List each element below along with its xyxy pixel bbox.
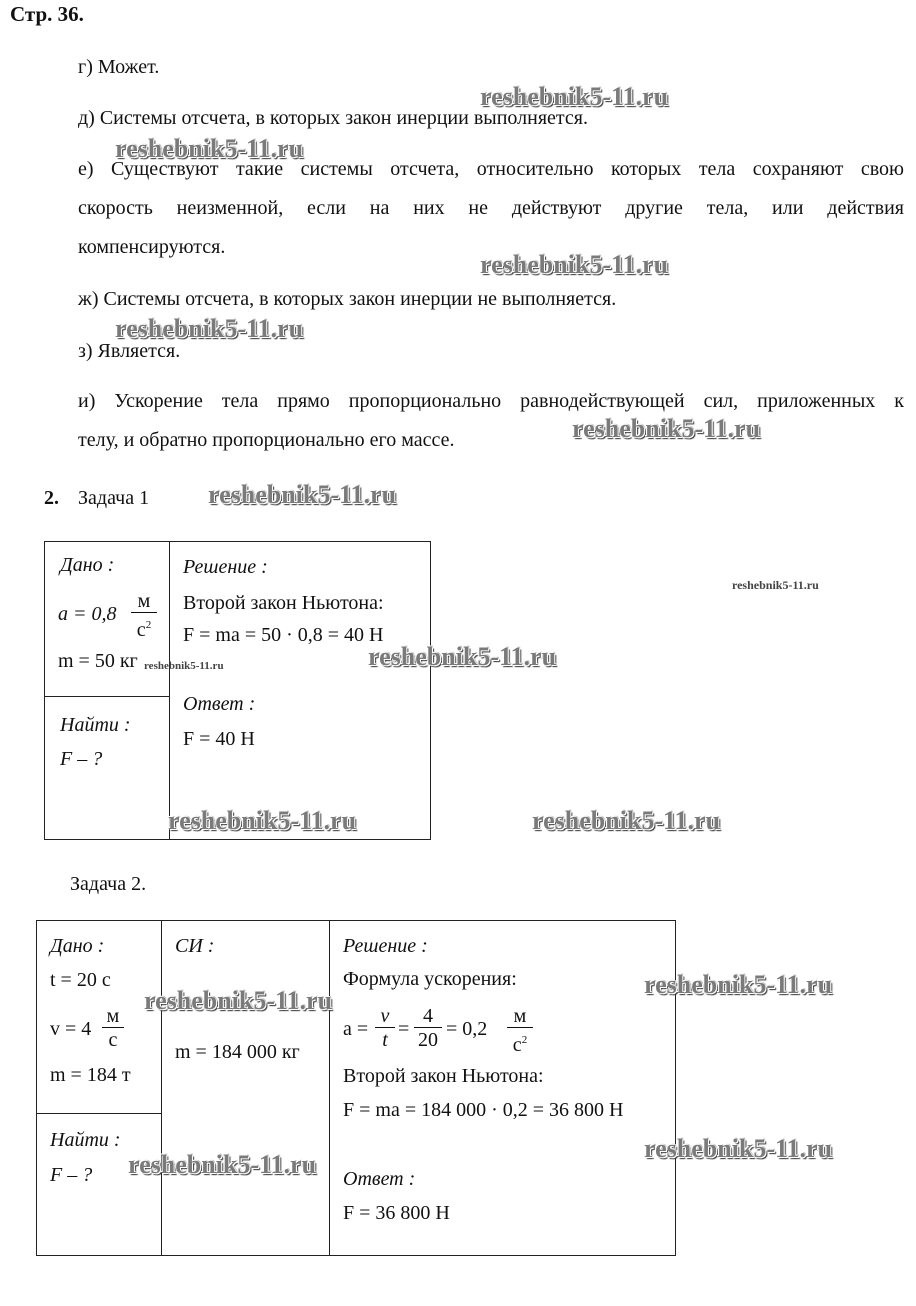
task1-divider-h — [44, 696, 170, 697]
task2-frac-v: v — [375, 1005, 395, 1028]
answer-i — [78, 382, 904, 460]
task1-title: Задача 1 — [78, 487, 150, 509]
task1-formula: F = ma = 50 · 0,8 = 40 Н — [183, 624, 384, 646]
task2-given-label: Дано : — [50, 935, 105, 957]
watermark-2: reshebnik5-11.ru — [115, 134, 304, 163]
answer-g-text: г) Может. — [78, 56, 160, 78]
task1-given-label: Дано : — [60, 554, 115, 576]
watermark-3: reshebnik5-11.ru — [480, 250, 669, 279]
task1-table — [44, 541, 431, 840]
task1-law: Второй закон Ньютона: — [183, 592, 384, 614]
answer-e-line-1: е) Существуют такие системы отсчета, относительно которых тела сохраняют свою — [78, 158, 904, 180]
watermark-13: reshebnik5-11.ru — [644, 1134, 833, 1163]
watermark-6: reshebnik5-11.ru — [208, 480, 397, 509]
task2-solution-label: Решение : — [343, 935, 428, 957]
watermark-small-2: reshebnik5-11.ru — [144, 660, 224, 672]
page-title: Стр. 36. — [10, 2, 84, 26]
task1-a-unit — [131, 590, 157, 642]
task2-given-m: m = 184 т — [50, 1064, 131, 1086]
answer-zh-text: ж) Системы отсчета, в которых закон инерции не выполняется. — [78, 288, 617, 310]
task2-divider-v1 — [161, 920, 162, 1256]
answer-z-text: з) Является. — [78, 340, 181, 362]
task2-formula: F = ma = 184 000 · 0,2 = 36 800 Н — [343, 1099, 624, 1121]
task2-frac-20: 20 — [418, 1029, 438, 1051]
task2-a-unit-den: с — [512, 1034, 522, 1056]
task2-find: F – ? — [50, 1164, 93, 1186]
task2-law: Второй закон Ньютона: — [343, 1065, 544, 1087]
task2-a-unit-num: м — [507, 1005, 533, 1028]
watermark-7: reshebnik5-11.ru — [368, 642, 557, 671]
task2-divider-h — [36, 1113, 162, 1114]
task2-title: Задача 2. — [70, 873, 147, 895]
watermark-small-1: reshebnik5-11.ru — [732, 578, 819, 592]
task2-answer-label: Ответ : — [343, 1168, 416, 1190]
task2-given-v: v = 4 — [50, 1018, 92, 1040]
task1-a-unit-exp: 2 — [145, 619, 152, 631]
task2-accel-result: = 0,2 — [446, 1018, 488, 1040]
task1-find: F – ? — [60, 748, 103, 770]
answer-d-text: д) Системы отсчета, в которых закон инерции выполняется. — [78, 107, 588, 129]
task2-frac-4: 4 — [414, 1005, 442, 1028]
watermark-5: reshebnik5-11.ru — [572, 414, 761, 443]
task1-find-label: Найти : — [60, 714, 131, 736]
task2-si-label: СИ : — [175, 935, 215, 957]
watermark-1: reshebnik5-11.ru — [480, 82, 669, 111]
watermark-10: reshebnik5-11.ru — [144, 986, 333, 1015]
task2-v-unit-den: с — [108, 1029, 118, 1051]
task2-find-label: Найти : — [50, 1129, 121, 1151]
task2-frac-t: t — [382, 1029, 388, 1051]
task2-v-unit-num: м — [102, 1005, 124, 1028]
task1-answer: F = 40 Н — [183, 728, 255, 750]
task2-eq1: = — [398, 1018, 410, 1040]
task2-si-m: m = 184 000 кг — [175, 1041, 300, 1063]
task2-frac-4-20 — [414, 1005, 442, 1052]
task1-a-unit-num: м — [131, 590, 157, 613]
task1-given-a: a = 0,8 — [58, 603, 117, 625]
task2-answer: F = 36 800 Н — [343, 1202, 450, 1224]
task1-answer-label: Ответ : — [183, 693, 256, 715]
task1-divider-v — [169, 541, 170, 840]
task2-a-unit-exp: 2 — [521, 1034, 528, 1046]
task1-solution-label: Решение : — [183, 556, 268, 578]
task2-frac-vt — [375, 1005, 395, 1052]
section-number: 2. — [44, 487, 59, 509]
answer-e-line-2: скорость неизменной, если на них не действуют другие тела, или действия — [78, 197, 904, 219]
watermark-11: reshebnik5-11.ru — [644, 970, 833, 999]
task2-a-unit — [507, 1005, 533, 1057]
task1-a-unit-den: с — [136, 619, 146, 641]
task2-accel-label: Формула ускорения: — [343, 968, 517, 990]
task2-divider-v2 — [329, 920, 330, 1256]
task2-accel-lhs: a = — [343, 1018, 369, 1040]
watermark-4: reshebnik5-11.ru — [115, 314, 304, 343]
task2-given-t: t = 20 с — [50, 969, 111, 991]
watermark-12: reshebnik5-11.ru — [128, 1150, 317, 1179]
task2-v-unit — [102, 1005, 124, 1052]
answer-i-line-1: и) Ускорение тела прямо пропорционально равнодействующей сил, приложенных к — [78, 390, 904, 412]
answer-i-line-2: телу, и обратно пропорционально его массе. — [78, 429, 455, 451]
watermark-9: reshebnik5-11.ru — [532, 806, 721, 835]
watermark-8: reshebnik5-11.ru — [168, 806, 357, 835]
answer-e-line-3: компенсируются. — [78, 236, 226, 258]
task1-given-m: m = 50 кг — [58, 650, 138, 672]
